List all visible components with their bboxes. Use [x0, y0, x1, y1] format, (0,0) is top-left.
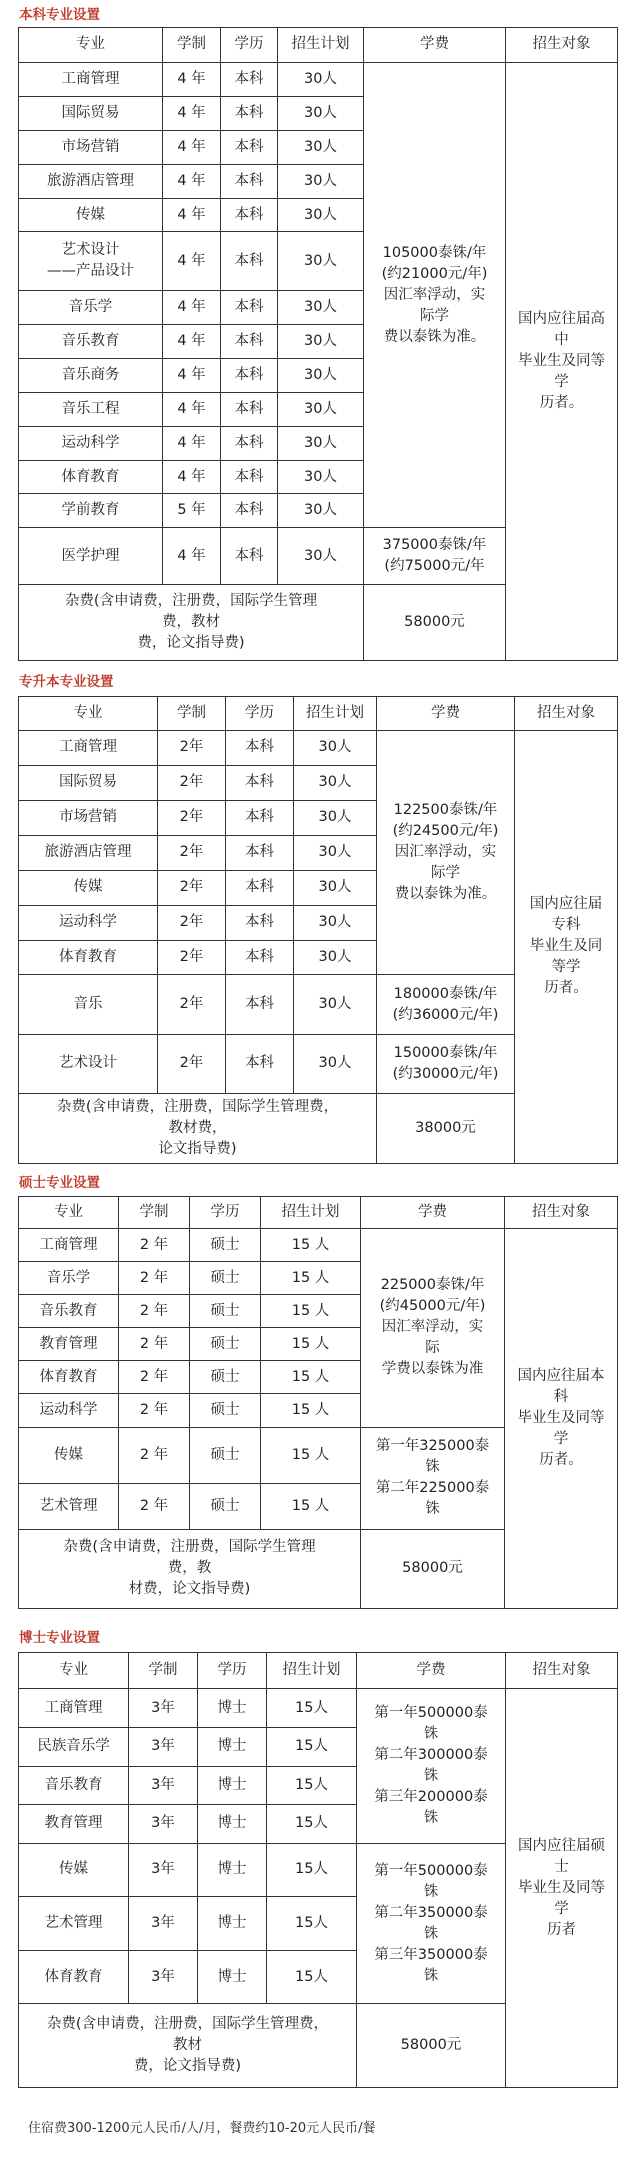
header-major: 专业 — [19, 697, 158, 731]
plan-cell: 30人 — [278, 130, 364, 164]
major-cell: 传媒 — [19, 1843, 129, 1897]
major-cell: 音乐教育 — [19, 324, 163, 358]
years-cell: 4 年 — [163, 392, 221, 426]
major-cell: 体育教育 — [19, 460, 163, 494]
bachelor-program-table — [18, 27, 618, 661]
years-cell: 3年 — [129, 1689, 198, 1728]
major-cell: 运动科学 — [19, 1394, 119, 1427]
plan-cell: 30人 — [294, 940, 377, 975]
years-cell: 2年 — [158, 975, 226, 1034]
misc-fee-label: 杂费(含申请费，注册费，国际学生管理 费，教材 费，论文指导费) — [19, 584, 364, 660]
major-cell: 体育教育 — [19, 1361, 119, 1394]
header-tuition: 学费 — [357, 1653, 506, 1689]
major-cell: 旅游酒店管理 — [19, 164, 163, 198]
major-cell: 旅游酒店管理 — [19, 835, 158, 870]
plan-cell: 15 人 — [261, 1262, 361, 1295]
major-cell: 运动科学 — [19, 426, 163, 460]
plan-cell: 30人 — [294, 905, 377, 940]
major-cell: 国际贸易 — [19, 96, 163, 130]
years-cell: 2 年 — [119, 1483, 190, 1529]
table-row — [19, 1689, 618, 1728]
major-cell: 学前教育 — [19, 494, 163, 528]
years-cell: 4 年 — [163, 460, 221, 494]
years-cell: 3年 — [129, 1843, 198, 1897]
header-years: 学制 — [158, 697, 226, 731]
header-degree: 学历 — [198, 1653, 267, 1689]
target-cell: 国内应往届硕 士 毕业生及同等 学 历者 — [506, 1689, 618, 2088]
plan-cell: 30人 — [278, 198, 364, 232]
section-title-doctor: 博士专业设置 — [19, 1630, 100, 1646]
header-major: 专业 — [19, 1197, 119, 1229]
major-cell: 国际贸易 — [19, 765, 158, 800]
header-years: 学制 — [119, 1197, 190, 1229]
major-cell: 艺术管理 — [19, 1483, 119, 1529]
plan-cell: 15人 — [267, 1805, 357, 1844]
doctor-program-table — [18, 1652, 618, 2088]
plan-cell: 30人 — [278, 426, 364, 460]
major-cell: 市场营销 — [19, 130, 163, 164]
years-cell: 2年 — [158, 800, 226, 835]
major-cell: 艺术管理 — [19, 1897, 129, 1951]
plan-cell: 30人 — [278, 392, 364, 426]
degree-cell: 硕士 — [190, 1361, 261, 1394]
misc-fee-value: 58000元 — [364, 584, 506, 660]
degree-cell: 本科 — [226, 800, 294, 835]
plan-cell: 30人 — [294, 870, 377, 905]
degree-cell: 本科 — [221, 392, 278, 426]
plan-cell: 30人 — [278, 528, 364, 585]
header-row — [19, 1197, 618, 1229]
header-degree: 学历 — [226, 697, 294, 731]
header-years: 学制 — [129, 1653, 198, 1689]
header-target: 招生对象 — [506, 1653, 618, 1689]
misc-fee-label: 杂费(含申请费，注册费，国际学生管理 费，教 材费，论文指导费) — [19, 1529, 361, 1608]
major-cell: 音乐学 — [19, 1262, 119, 1295]
misc-fee-value: 58000元 — [361, 1529, 505, 1608]
major-cell: 音乐工程 — [19, 392, 163, 426]
degree-cell: 本科 — [221, 358, 278, 392]
header-row — [19, 28, 618, 63]
header-years: 学制 — [163, 28, 221, 63]
degree-cell: 本科 — [221, 130, 278, 164]
plan-cell: 15人 — [267, 1843, 357, 1897]
section-title-master: 硕士专业设置 — [19, 1175, 100, 1191]
degree-cell: 本科 — [221, 460, 278, 494]
years-cell: 3年 — [129, 1805, 198, 1844]
major-cell: 教育管理 — [19, 1328, 119, 1361]
upgrade-program-table — [18, 696, 618, 1164]
plan-cell: 30人 — [278, 460, 364, 494]
tuition-cell: 150000泰铢/年 (约30000元/年) — [377, 1034, 515, 1093]
plan-cell: 30人 — [278, 62, 364, 96]
plan-cell: 15 人 — [261, 1361, 361, 1394]
major-cell: 艺术设计 ——产品设计 — [19, 232, 163, 291]
years-cell: 4 年 — [163, 130, 221, 164]
years-cell: 2年 — [158, 870, 226, 905]
tuition-cell: 105000泰铢/年 (约21000元/年) 因汇率浮动，实 际学 费以泰铢为准。 — [364, 62, 506, 527]
degree-cell: 硕士 — [190, 1229, 261, 1262]
degree-cell: 博士 — [198, 1897, 267, 1951]
degree-cell: 博士 — [198, 1805, 267, 1844]
major-cell: 艺术设计 — [19, 1034, 158, 1093]
degree-cell: 本科 — [226, 730, 294, 765]
degree-cell: 硕士 — [190, 1328, 261, 1361]
degree-cell: 博士 — [198, 1727, 267, 1766]
plan-cell: 30人 — [278, 358, 364, 392]
table-row — [19, 730, 618, 765]
header-major: 专业 — [19, 1653, 129, 1689]
tuition-cell: 180000泰铢/年 (约36000元/年) — [377, 975, 515, 1034]
header-tuition: 学费 — [364, 28, 506, 63]
target-cell: 国内应往届本 科 毕业生及同等 学 历者。 — [505, 1229, 618, 1609]
degree-cell: 本科 — [221, 324, 278, 358]
plan-cell: 15人 — [267, 1689, 357, 1728]
header-major: 专业 — [19, 28, 163, 63]
years-cell: 2年 — [158, 1034, 226, 1093]
tuition-cell: 122500泰铢/年 (约24500元/年) 因汇率浮动，实 际学 费以泰铢为准。 — [377, 730, 515, 975]
major-cell: 工商管理 — [19, 1229, 119, 1262]
master-program-table — [18, 1196, 618, 1609]
header-tuition: 学费 — [361, 1197, 505, 1229]
plan-cell: 15 人 — [261, 1229, 361, 1262]
years-cell: 2年 — [158, 835, 226, 870]
misc-fee-label: 杂费(含申请费，注册费，国际学生管理费， 教材费， 论文指导费) — [19, 1094, 377, 1164]
years-cell: 4 年 — [163, 358, 221, 392]
degree-cell: 本科 — [221, 291, 278, 325]
tuition-cell: 第一年325000泰 铢 第二年225000泰 铢 — [361, 1427, 505, 1529]
degree-cell: 本科 — [226, 905, 294, 940]
plan-cell: 30人 — [294, 730, 377, 765]
major-cell: 工商管理 — [19, 730, 158, 765]
major-cell: 体育教育 — [19, 1950, 129, 2004]
major-cell: 音乐教育 — [19, 1766, 129, 1805]
degree-cell: 本科 — [221, 232, 278, 291]
years-cell: 2年 — [158, 940, 226, 975]
years-cell: 3年 — [129, 1727, 198, 1766]
years-cell: 2 年 — [119, 1229, 190, 1262]
major-cell: 教育管理 — [19, 1805, 129, 1844]
header-degree: 学历 — [190, 1197, 261, 1229]
header-row — [19, 697, 618, 731]
degree-cell: 博士 — [198, 1689, 267, 1728]
plan-cell: 30人 — [278, 164, 364, 198]
years-cell: 4 年 — [163, 324, 221, 358]
target-cell: 国内应往届 专科 毕业生及同 等学 历者。 — [515, 730, 618, 1163]
header-plan: 招生计划 — [294, 697, 377, 731]
degree-cell: 本科 — [226, 870, 294, 905]
degree-cell: 本科 — [226, 975, 294, 1034]
plan-cell: 15 人 — [261, 1295, 361, 1328]
plan-cell: 15 人 — [261, 1427, 361, 1483]
plan-cell: 15人 — [267, 1897, 357, 1951]
years-cell: 4 年 — [163, 426, 221, 460]
plan-cell: 15 人 — [261, 1394, 361, 1427]
degree-cell: 硕士 — [190, 1262, 261, 1295]
misc-fee-value: 38000元 — [377, 1094, 515, 1164]
header-degree: 学历 — [221, 28, 278, 63]
plan-cell: 30人 — [294, 835, 377, 870]
major-cell: 传媒 — [19, 198, 163, 232]
major-cell: 工商管理 — [19, 1689, 129, 1728]
plan-cell: 30人 — [278, 96, 364, 130]
years-cell: 4 年 — [163, 62, 221, 96]
years-cell: 4 年 — [163, 528, 221, 585]
years-cell: 2 年 — [119, 1427, 190, 1483]
plan-cell: 15 人 — [261, 1328, 361, 1361]
years-cell: 2 年 — [119, 1328, 190, 1361]
header-target: 招生对象 — [515, 697, 618, 731]
table-row — [19, 62, 618, 96]
plan-cell: 15人 — [267, 1950, 357, 2004]
major-cell: 音乐教育 — [19, 1295, 119, 1328]
degree-cell: 硕士 — [190, 1483, 261, 1529]
years-cell: 4 年 — [163, 164, 221, 198]
years-cell: 4 年 — [163, 96, 221, 130]
major-cell: 传媒 — [19, 870, 158, 905]
degree-cell: 硕士 — [190, 1427, 261, 1483]
plan-cell: 15人 — [267, 1766, 357, 1805]
degree-cell: 硕士 — [190, 1295, 261, 1328]
misc-fee-value: 58000元 — [357, 2004, 506, 2088]
degree-cell: 本科 — [226, 940, 294, 975]
degree-cell: 本科 — [221, 198, 278, 232]
accommodation-footnote: 住宿费300-1200元人民币/人/月，餐费约10-20元人民币/餐 — [28, 2121, 376, 2136]
plan-cell: 15 人 — [261, 1483, 361, 1529]
years-cell: 4 年 — [163, 198, 221, 232]
major-cell: 音乐学 — [19, 291, 163, 325]
degree-cell: 博士 — [198, 1950, 267, 2004]
plan-cell: 15人 — [267, 1727, 357, 1766]
years-cell: 5 年 — [163, 494, 221, 528]
degree-cell: 本科 — [226, 835, 294, 870]
header-row — [19, 1653, 618, 1689]
years-cell: 3年 — [129, 1950, 198, 2004]
header-target: 招生对象 — [506, 28, 618, 63]
target-cell: 国内应往届高 中 毕业生及同等 学 历者。 — [506, 62, 618, 660]
plan-cell: 30人 — [278, 324, 364, 358]
header-plan: 招生计划 — [267, 1653, 357, 1689]
degree-cell: 本科 — [226, 1034, 294, 1093]
years-cell: 3年 — [129, 1897, 198, 1951]
degree-cell: 本科 — [221, 62, 278, 96]
years-cell: 4 年 — [163, 291, 221, 325]
degree-cell: 本科 — [221, 164, 278, 198]
section-title-upgrade: 专升本专业设置 — [19, 674, 114, 690]
degree-cell: 硕士 — [190, 1394, 261, 1427]
major-cell: 运动科学 — [19, 905, 158, 940]
plan-cell: 30人 — [294, 800, 377, 835]
degree-cell: 本科 — [221, 494, 278, 528]
misc-fee-label: 杂费(含申请费，注册费，国际学生管理费， 教材 费，论文指导费) — [19, 2004, 357, 2088]
tuition-cell: 375000泰铢/年 (约75000元/年 — [364, 528, 506, 585]
header-tuition: 学费 — [377, 697, 515, 731]
degree-cell: 本科 — [221, 426, 278, 460]
years-cell: 2年 — [158, 765, 226, 800]
tuition-cell: 第一年500000泰 铢 第二年300000泰 铢 第三年200000泰 铢 — [357, 1689, 506, 1843]
degree-cell: 本科 — [221, 96, 278, 130]
major-cell: 民族音乐学 — [19, 1727, 129, 1766]
tuition-cell: 第一年500000泰 铢 第二年350000泰 铢 第三年350000泰 铢 — [357, 1843, 506, 2004]
degree-cell: 本科 — [226, 765, 294, 800]
degree-cell: 本科 — [221, 528, 278, 585]
section-title-bachelor: 本科专业设置 — [19, 7, 100, 23]
years-cell: 3年 — [129, 1766, 198, 1805]
plan-cell: 30人 — [294, 975, 377, 1034]
years-cell: 2 年 — [119, 1295, 190, 1328]
major-cell: 工商管理 — [19, 62, 163, 96]
header-target: 招生对象 — [505, 1197, 618, 1229]
major-cell: 音乐商务 — [19, 358, 163, 392]
years-cell: 2 年 — [119, 1361, 190, 1394]
tuition-cell: 225000泰铢/年 (约45000元/年) 因汇率浮动，实 际 学费以泰铢为准 — [361, 1229, 505, 1427]
plan-cell: 30人 — [278, 494, 364, 528]
degree-cell: 博士 — [198, 1766, 267, 1805]
table-row — [19, 1229, 618, 1262]
plan-cell: 30人 — [294, 765, 377, 800]
plan-cell: 30人 — [278, 232, 364, 291]
header-plan: 招生计划 — [261, 1197, 361, 1229]
major-cell: 市场营销 — [19, 800, 158, 835]
header-plan: 招生计划 — [278, 28, 364, 63]
years-cell: 2 年 — [119, 1262, 190, 1295]
degree-cell: 博士 — [198, 1843, 267, 1897]
major-cell: 体育教育 — [19, 940, 158, 975]
major-cell: 音乐 — [19, 975, 158, 1034]
years-cell: 4 年 — [163, 232, 221, 291]
plan-cell: 30人 — [278, 291, 364, 325]
plan-cell: 30人 — [294, 1034, 377, 1093]
years-cell: 2 年 — [119, 1394, 190, 1427]
years-cell: 2年 — [158, 730, 226, 765]
major-cell: 医学护理 — [19, 528, 163, 585]
years-cell: 2年 — [158, 905, 226, 940]
major-cell: 传媒 — [19, 1427, 119, 1483]
